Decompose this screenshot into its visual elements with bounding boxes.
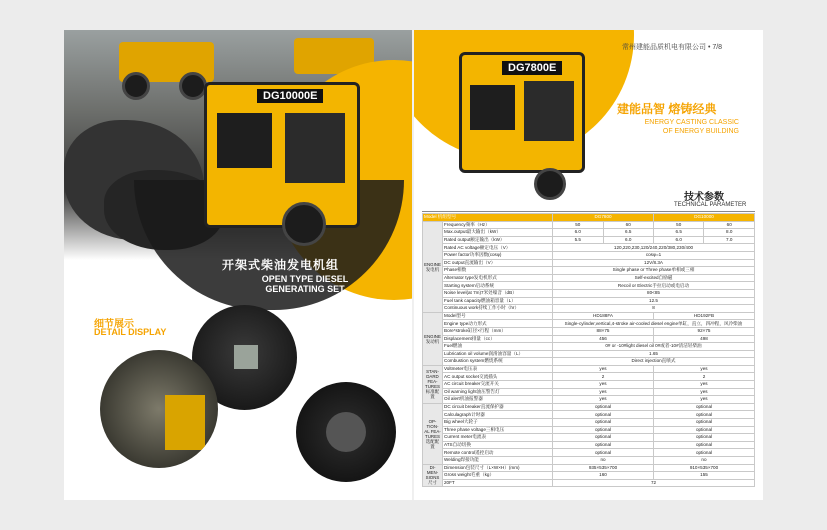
param-label: DC circuit breaker直流保护器 (443, 403, 553, 411)
param-value: yes (653, 381, 754, 389)
engine-yellow-part (165, 395, 205, 450)
param-label: Frequency频率（Hz） (443, 221, 553, 229)
table-row (423, 426, 755, 434)
param-label: Phase相数 (443, 267, 553, 275)
header-col1: DG7800 (553, 214, 654, 222)
param-label: Power factor功率因数(cosφ) (443, 251, 553, 259)
table-row (423, 289, 755, 297)
detail-image-engine (100, 350, 218, 468)
param-value: 2 (553, 373, 654, 381)
table-row (423, 449, 755, 457)
model-label: DG7800E (502, 61, 562, 75)
param-value: optional (553, 434, 654, 442)
generator-wheel (282, 202, 326, 246)
param-label: AC circuit breaker交流开关 (443, 381, 553, 389)
param-value: no (653, 457, 754, 465)
table-row (423, 236, 755, 244)
group-label: ENGINE 发电机 (423, 221, 443, 312)
table-row (423, 312, 755, 320)
param-value: 120,220,230,120/240,220/380,230/400 (553, 244, 755, 252)
table-row (423, 472, 755, 480)
slogan-en-line2: OF ENERGY BUILDING (662, 128, 739, 135)
table-row (423, 434, 755, 442)
param-value: 456 (553, 335, 654, 343)
header-model: Model 机组型号 (423, 214, 553, 222)
right-page (414, 30, 763, 500)
param-label: Fuel tank capacity燃油箱容量（L） (443, 297, 553, 305)
param-value: optional (653, 441, 754, 449)
param-value: 0# or -10#light diesel oil 0#或者-10#清洁轻柴油 (553, 343, 755, 351)
param-value: optional (653, 403, 754, 411)
table-row (423, 335, 755, 343)
param-value: optional (553, 403, 654, 411)
param-value: yes (553, 381, 654, 389)
detail-image-muffler (296, 382, 396, 482)
control-panel (217, 113, 272, 168)
param-value: optional (553, 441, 654, 449)
param-label: Gross weight毛重（kg） (443, 472, 553, 480)
param-value: 12V/8.3A (553, 259, 755, 267)
param-label: Bore*stroke缸径×行程（mm） (443, 327, 553, 335)
detail-title-en: DETAIL DISPLAY (94, 327, 167, 337)
param-value: 60 (704, 221, 755, 229)
table-row (423, 350, 755, 358)
param-label: Oil warning light油压警告灯 (443, 388, 553, 396)
table-row (423, 244, 755, 252)
param-value: 6.5 (603, 229, 653, 237)
param-label: Fuel燃油 (443, 343, 553, 351)
param-value: 92×75 (653, 327, 754, 335)
meter-display (234, 345, 258, 369)
param-label: Starting system启动系统 (443, 282, 553, 290)
param-value: 7.0 (704, 236, 755, 244)
table-row (423, 320, 755, 328)
param-value: 5.5 (553, 236, 603, 244)
table-row (423, 282, 755, 290)
param-value: 155 (653, 472, 754, 480)
generator-dg10000e-image (204, 82, 360, 228)
param-value: 6.0 (603, 236, 653, 244)
param-label: Noise level(at 7m)7米处噪音（dB） (443, 289, 553, 297)
table-row (423, 388, 755, 396)
param-label: ATS自动切换 (443, 441, 553, 449)
param-value: yes (653, 396, 754, 404)
param-label: Displacement排量（cc） (443, 335, 553, 343)
engine-block (524, 81, 574, 141)
param-label: Model型号 (443, 312, 553, 320)
table-row (423, 327, 755, 335)
param-label: Engine type动力形式 (443, 320, 553, 328)
product-title-cn: 开架式柴油发电机组 (222, 258, 340, 272)
table-row (423, 297, 755, 305)
param-label: Combustion system燃烧系统 (443, 358, 553, 366)
table-row (423, 396, 755, 404)
param-value: 498 (653, 335, 754, 343)
product-title-en-line1: OPEN TYPE DIESEL (261, 274, 349, 284)
truck-wheel (122, 72, 150, 100)
model-label: DG10000E (257, 89, 323, 103)
detail-title-cn: 细节展示 (94, 319, 134, 330)
slogan-en (619, 118, 739, 136)
table-row (423, 259, 755, 267)
param-value: optional (553, 419, 654, 427)
param-value: 8.0 (704, 229, 755, 237)
param-value: optional (653, 449, 754, 457)
param-value: yes (553, 396, 654, 404)
table-row (423, 381, 755, 389)
table-row (423, 411, 755, 419)
param-label: AC output socket交流插头 (443, 373, 553, 381)
param-label: Oil alert机油报警器 (443, 396, 553, 404)
group-label: OP-TION-AL FEA-TURES 选配配置 (423, 403, 443, 464)
table-row (423, 267, 755, 275)
param-value: Single phase or Three phase单相或三相 (553, 267, 755, 275)
table-row (423, 358, 755, 366)
param-value: 910×535×700 (653, 464, 754, 472)
param-value: HD188FA (553, 312, 654, 320)
param-value: Recoil or Electric手拉启动或电启动 (553, 282, 755, 290)
param-value: optional (553, 426, 654, 434)
param-value: 12.5 (553, 297, 755, 305)
param-label: Rated output额定输出（kW） (443, 236, 553, 244)
param-value: Direct injection直喷式 (553, 358, 755, 366)
param-label: Max.output最大输出（kW） (443, 229, 553, 237)
table-row (423, 221, 755, 229)
param-value: 6.5 (653, 229, 703, 237)
param-value: optional (653, 426, 754, 434)
table-row (423, 457, 755, 465)
table-row (423, 365, 755, 373)
param-label: Lubrication oil volume润滑油容量（L） (443, 350, 553, 358)
param-value: optional (653, 419, 754, 427)
param-value: 50 (553, 221, 603, 229)
param-value: 1.65 (553, 350, 755, 358)
param-label: Rated AC voltage额定电压（V） (443, 244, 553, 252)
table-header-row (423, 214, 755, 222)
group-label: DI-MEN-SIONS 尺寸 (423, 464, 443, 487)
page-header: 常州建能品质机电有限公司 • 7/8 (622, 44, 723, 51)
table-row (423, 419, 755, 427)
param-value: 60 (603, 221, 653, 229)
param-value: 88×75 (553, 327, 654, 335)
param-label: Dimension包装尺寸（L×W×H）(mm) (443, 464, 553, 472)
param-value: 72 (553, 479, 755, 487)
header-col2: DG10000 (653, 214, 754, 222)
group-label: STAN-DARD FEA-TURES 标准配置 (423, 365, 443, 403)
table-row (423, 373, 755, 381)
param-value: Single-cylinder,vertical,4-stroke air-cooled diesel engine单缸，直立，四冲程，风冷柴油 (553, 320, 755, 328)
param-value: 935×535×700 (553, 464, 654, 472)
table-row (423, 229, 755, 237)
truck-wheel (179, 72, 207, 100)
param-value: 8 (553, 305, 755, 313)
param-value: no (553, 457, 654, 465)
table-row (423, 251, 755, 259)
param-value: cosφ=1 (553, 251, 755, 259)
left-page (64, 30, 412, 500)
table-row (423, 464, 755, 472)
spec-table (422, 213, 755, 487)
param-value: HD192FB (653, 312, 754, 320)
slogan-en-line1: ENERGY CASTING CLASSIC (644, 119, 739, 126)
generator-dg7800e-image (459, 52, 585, 173)
param-value: optional (553, 449, 654, 457)
param-label: Remote control遥控启动 (443, 449, 553, 457)
table-row (423, 274, 755, 282)
product-title-en (250, 274, 360, 294)
param-value: yes (653, 388, 754, 396)
param-label: Alternator type发电机形式 (443, 274, 553, 282)
param-value: yes (553, 388, 654, 396)
param-value: 160 (553, 472, 654, 480)
param-label: Continuous work持续工作小时（hr） (443, 305, 553, 313)
param-label: Three phase voltage三相电压 (443, 426, 553, 434)
generator-wheel (534, 168, 566, 200)
param-label: Welding焊接功能 (443, 457, 553, 465)
param-value: yes (553, 365, 654, 373)
param-value: optional (653, 434, 754, 442)
tech-param-title-en: TECHNICAL PARAMETER (674, 202, 747, 208)
param-value: Self-excited自励磁 (553, 274, 755, 282)
param-value: yes (653, 365, 754, 373)
param-value: 6.0 (553, 229, 603, 237)
group-label: ENGINE 发动机 (423, 312, 443, 365)
param-label: DC output直流输出（V） (443, 259, 553, 267)
muffler-part (326, 412, 366, 452)
table-row (423, 479, 755, 487)
param-label: Voltmeter电压表 (443, 365, 553, 373)
table-row (423, 403, 755, 411)
param-value: 50 (653, 221, 703, 229)
param-value: 80<85 (553, 289, 755, 297)
slogan-cn: 建能品智 熔铸经典 (617, 102, 717, 116)
param-value: optional (653, 411, 754, 419)
param-label: Calculagraph计时器 (443, 411, 553, 419)
param-label: 20FT (443, 479, 553, 487)
param-label: Current meter电流表 (443, 434, 553, 442)
param-value: optional (553, 411, 654, 419)
param-label: Big wheel大轮子 (443, 419, 553, 427)
product-title-en-line2: GENERATING SET (265, 284, 345, 294)
param-value: 2 (653, 373, 754, 381)
control-panel (470, 85, 515, 130)
tech-param-title-cn: 技术参数 (684, 192, 724, 203)
divider (422, 211, 755, 212)
table-row (423, 343, 755, 351)
engine-block (285, 113, 345, 183)
table-row (423, 305, 755, 313)
table-row (423, 441, 755, 449)
param-value: 6.0 (653, 236, 703, 244)
